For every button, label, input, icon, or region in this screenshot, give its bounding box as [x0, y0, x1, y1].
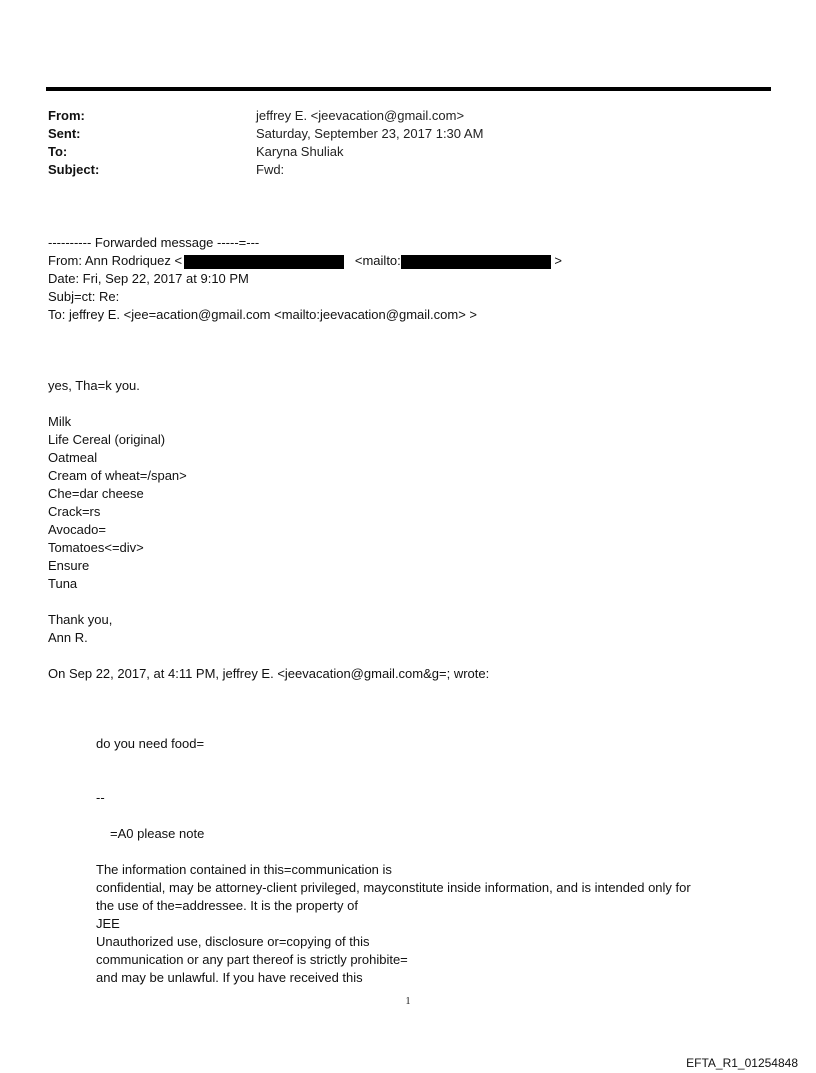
list-item: Crack=rs	[48, 504, 101, 519]
disclaimer-line: Unauthorized use, disclosure or=copying of this	[96, 934, 370, 949]
sent-label: Sent:	[48, 126, 81, 141]
disclaimer-line: The information contained in this=communication is	[96, 862, 392, 877]
document-id: EFTA_R1_01254848	[686, 1056, 798, 1070]
to-value: Karyna Shuliak	[256, 144, 344, 159]
sent-value: Saturday, September 23, 2017 1:30 AM	[256, 126, 484, 141]
redaction-box	[184, 255, 344, 269]
to-row	[48, 143, 483, 161]
disclaimer-line: confidential, may be attorney-client privileged, mayconstitute inside information, and is intended only for	[96, 880, 691, 895]
from-value: jeffrey E. <jeevacation@gmail.com>	[256, 108, 465, 123]
signature-separator: --	[96, 790, 105, 805]
list-item: Avocado=	[48, 522, 106, 537]
mailto-prefix: <mailto:	[354, 253, 401, 268]
forwarded-marker: ---------- Forwarded message -----=---	[48, 235, 260, 250]
from-label: From:	[48, 108, 85, 123]
list-item: Tomatoes<=div>	[48, 540, 144, 555]
subject-value: Fwd:	[256, 162, 285, 177]
quoted-question: do you need food=	[96, 736, 205, 751]
confidentiality-disclaimer	[96, 861, 691, 987]
list-item: Ensure	[48, 558, 90, 573]
forwarded-to: To: jeffrey E. <jee=acation@gmail.com <mailto:jeevacation@gmail.com> >	[48, 307, 477, 322]
forwarded-from-prefix: From: Ann Rodriquez <	[48, 253, 183, 268]
list-item: Tuna	[48, 576, 78, 591]
sent-row	[48, 125, 483, 143]
mailto-suffix: >	[554, 253, 562, 268]
disclaimer-line: and may be unlawful. If you have received this	[96, 970, 363, 985]
list-item: Life Cereal (original)	[48, 432, 166, 447]
forwarded-from	[48, 252, 562, 270]
subject-row	[48, 161, 483, 179]
to-label: To:	[48, 144, 68, 159]
disclaimer-line: the use of the=addressee. It is the property of	[96, 898, 358, 913]
list-item: Cream of wheat=/span>	[48, 468, 187, 483]
list-item: Che=dar cheese	[48, 486, 144, 501]
redaction-box	[401, 255, 551, 269]
reply-greeting: yes, Tha=k you.	[48, 378, 140, 393]
disclaimer-line: communication or any part thereof is strictly prohibite=	[96, 952, 408, 967]
reply-closing: Thank you,	[48, 612, 113, 627]
list-item: Oatmeal	[48, 450, 98, 465]
header-rule	[46, 87, 771, 91]
forwarded-subject: Subj=ct: Re:	[48, 289, 120, 304]
reply-signature: Ann R.	[48, 630, 88, 645]
list-item: Milk	[48, 414, 72, 429]
subject-label: Subject:	[48, 162, 100, 177]
forwarded-date: Date: Fri, Sep 22, 2017 at 9:10 PM	[48, 271, 249, 286]
please-note: =A0 please note	[110, 826, 205, 841]
from-row	[48, 107, 483, 125]
quote-attribution: On Sep 22, 2017, at 4:11 PM, jeffrey E. <jeevacation@gmail.com&g=; wrote:	[48, 666, 490, 681]
disclaimer-line: JEE	[96, 916, 120, 931]
email-header	[48, 107, 483, 179]
page-number: 1	[405, 996, 411, 1007]
reply-body	[48, 377, 489, 683]
forwarded-header	[48, 234, 562, 324]
